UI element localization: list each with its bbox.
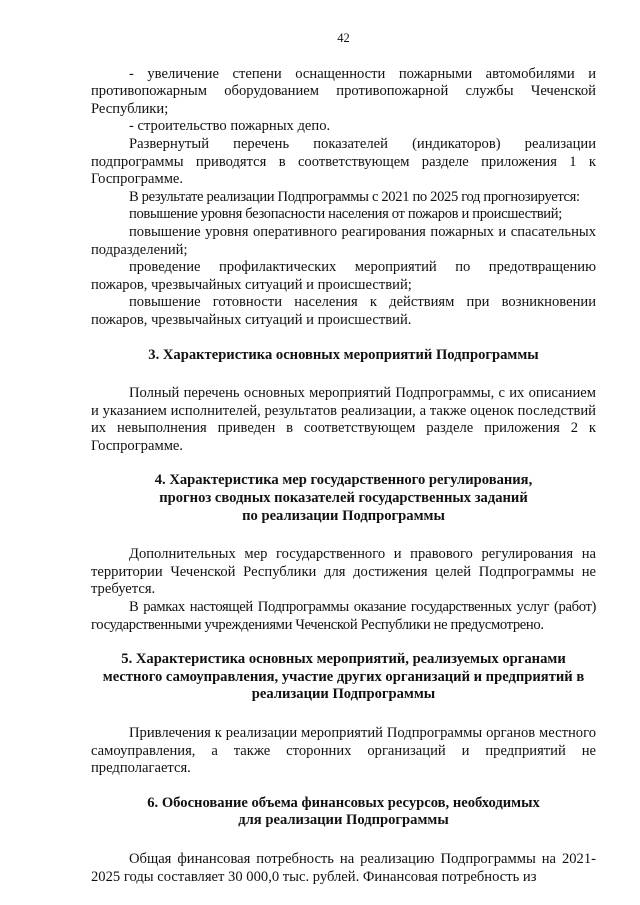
section-6-body: Общая финансовая потребность на реализацию Подпрограммы на 2021-2025 годы составляет 30 000,0 тыс. рублей. Финансовая потребность из [91,850,596,885]
document-page [91,30,596,886]
intro-indicators-paragraph: Развернутый перечень показателей (индикаторов) реализации подпрограммы приводятся в соответствующем разделе приложения 1 к Госпрограмме. [91,135,596,188]
forecast-item-response: повышение уровня оперативного реагирования пожарных и спасательных подразделений; [91,223,596,258]
section-4-body-services: В рамках настоящей Подпрограммы оказание государственных услуг (работ) государственными учреждениями Чеченской Республики не предусмотрено. [91,599,596,633]
forecast-item-prevention: проведение профилактических мероприятий по предотвращению пожаров, чрезвычайных ситуаций и происшествий; [91,259,596,293]
forecast-lead: В результате реализации Подпрограммы с 2021 по 2025 год прогнозируется: [129,188,580,205]
page-number: 42 [337,31,350,45]
intro-bullet-fire-depots: - строительство пожарных депо. [129,118,331,135]
section-4-heading-line-1: 4. Характеристика мер государственного регулирования, [154,472,533,489]
section-5-heading-line-2: местного самоуправления, участие других организаций и предприятий в [102,668,585,685]
forecast-item-safety: повышение уровня безопасности населения от пожаров и происшествий; [129,206,562,223]
section-6-heading-line-2: для реализации Подпрограммы [238,812,449,829]
section-5-heading-line-1: 5. Характеристика основных мероприятий, реализуемых органами [121,651,566,668]
section-5-body: Привлечения к реализации мероприятий Подпрограммы органов местного самоуправления, а также сторонних организаций и предприятий не предполагается. [91,725,596,777]
section-4-heading-line-3: по реализации Подпрограммы [242,507,445,524]
section-4-heading-line-2: прогноз сводных показателей государственных заданий [159,490,528,507]
intro-bullet-fire-equipment: - увеличение степени оснащенности пожарными автомобилями и противопожарным оборудованием противопожарной службы Чеченской Республики; [91,65,596,117]
section-3-body: Полный перечень основных мероприятий Подпрограммы, с их описанием и указанием исполнителей, результатов реализации, а также оценок последствий их невыполнения приведен в соответствующем разделе приложения 2 к Госпрограмме. [91,385,596,454]
section-4-body-regulation: Дополнительных мер государственного и правового регулирования на территории Чеченской Республики для достижения целей Подпрограммы не требуется. [91,546,596,598]
section-5-heading-line-3: реализации Подпрограммы [251,686,436,703]
forecast-item-readiness: повышение готовности населения к действиям при возникновении пожаров, чрезвычайных ситуаций и происшествий. [91,294,596,328]
section-3-heading: 3. Характеристика основных мероприятий Подпрограммы [148,346,539,363]
section-6-heading-line-1: 6. Обоснование объема финансовых ресурсов, необходимых [147,794,540,811]
